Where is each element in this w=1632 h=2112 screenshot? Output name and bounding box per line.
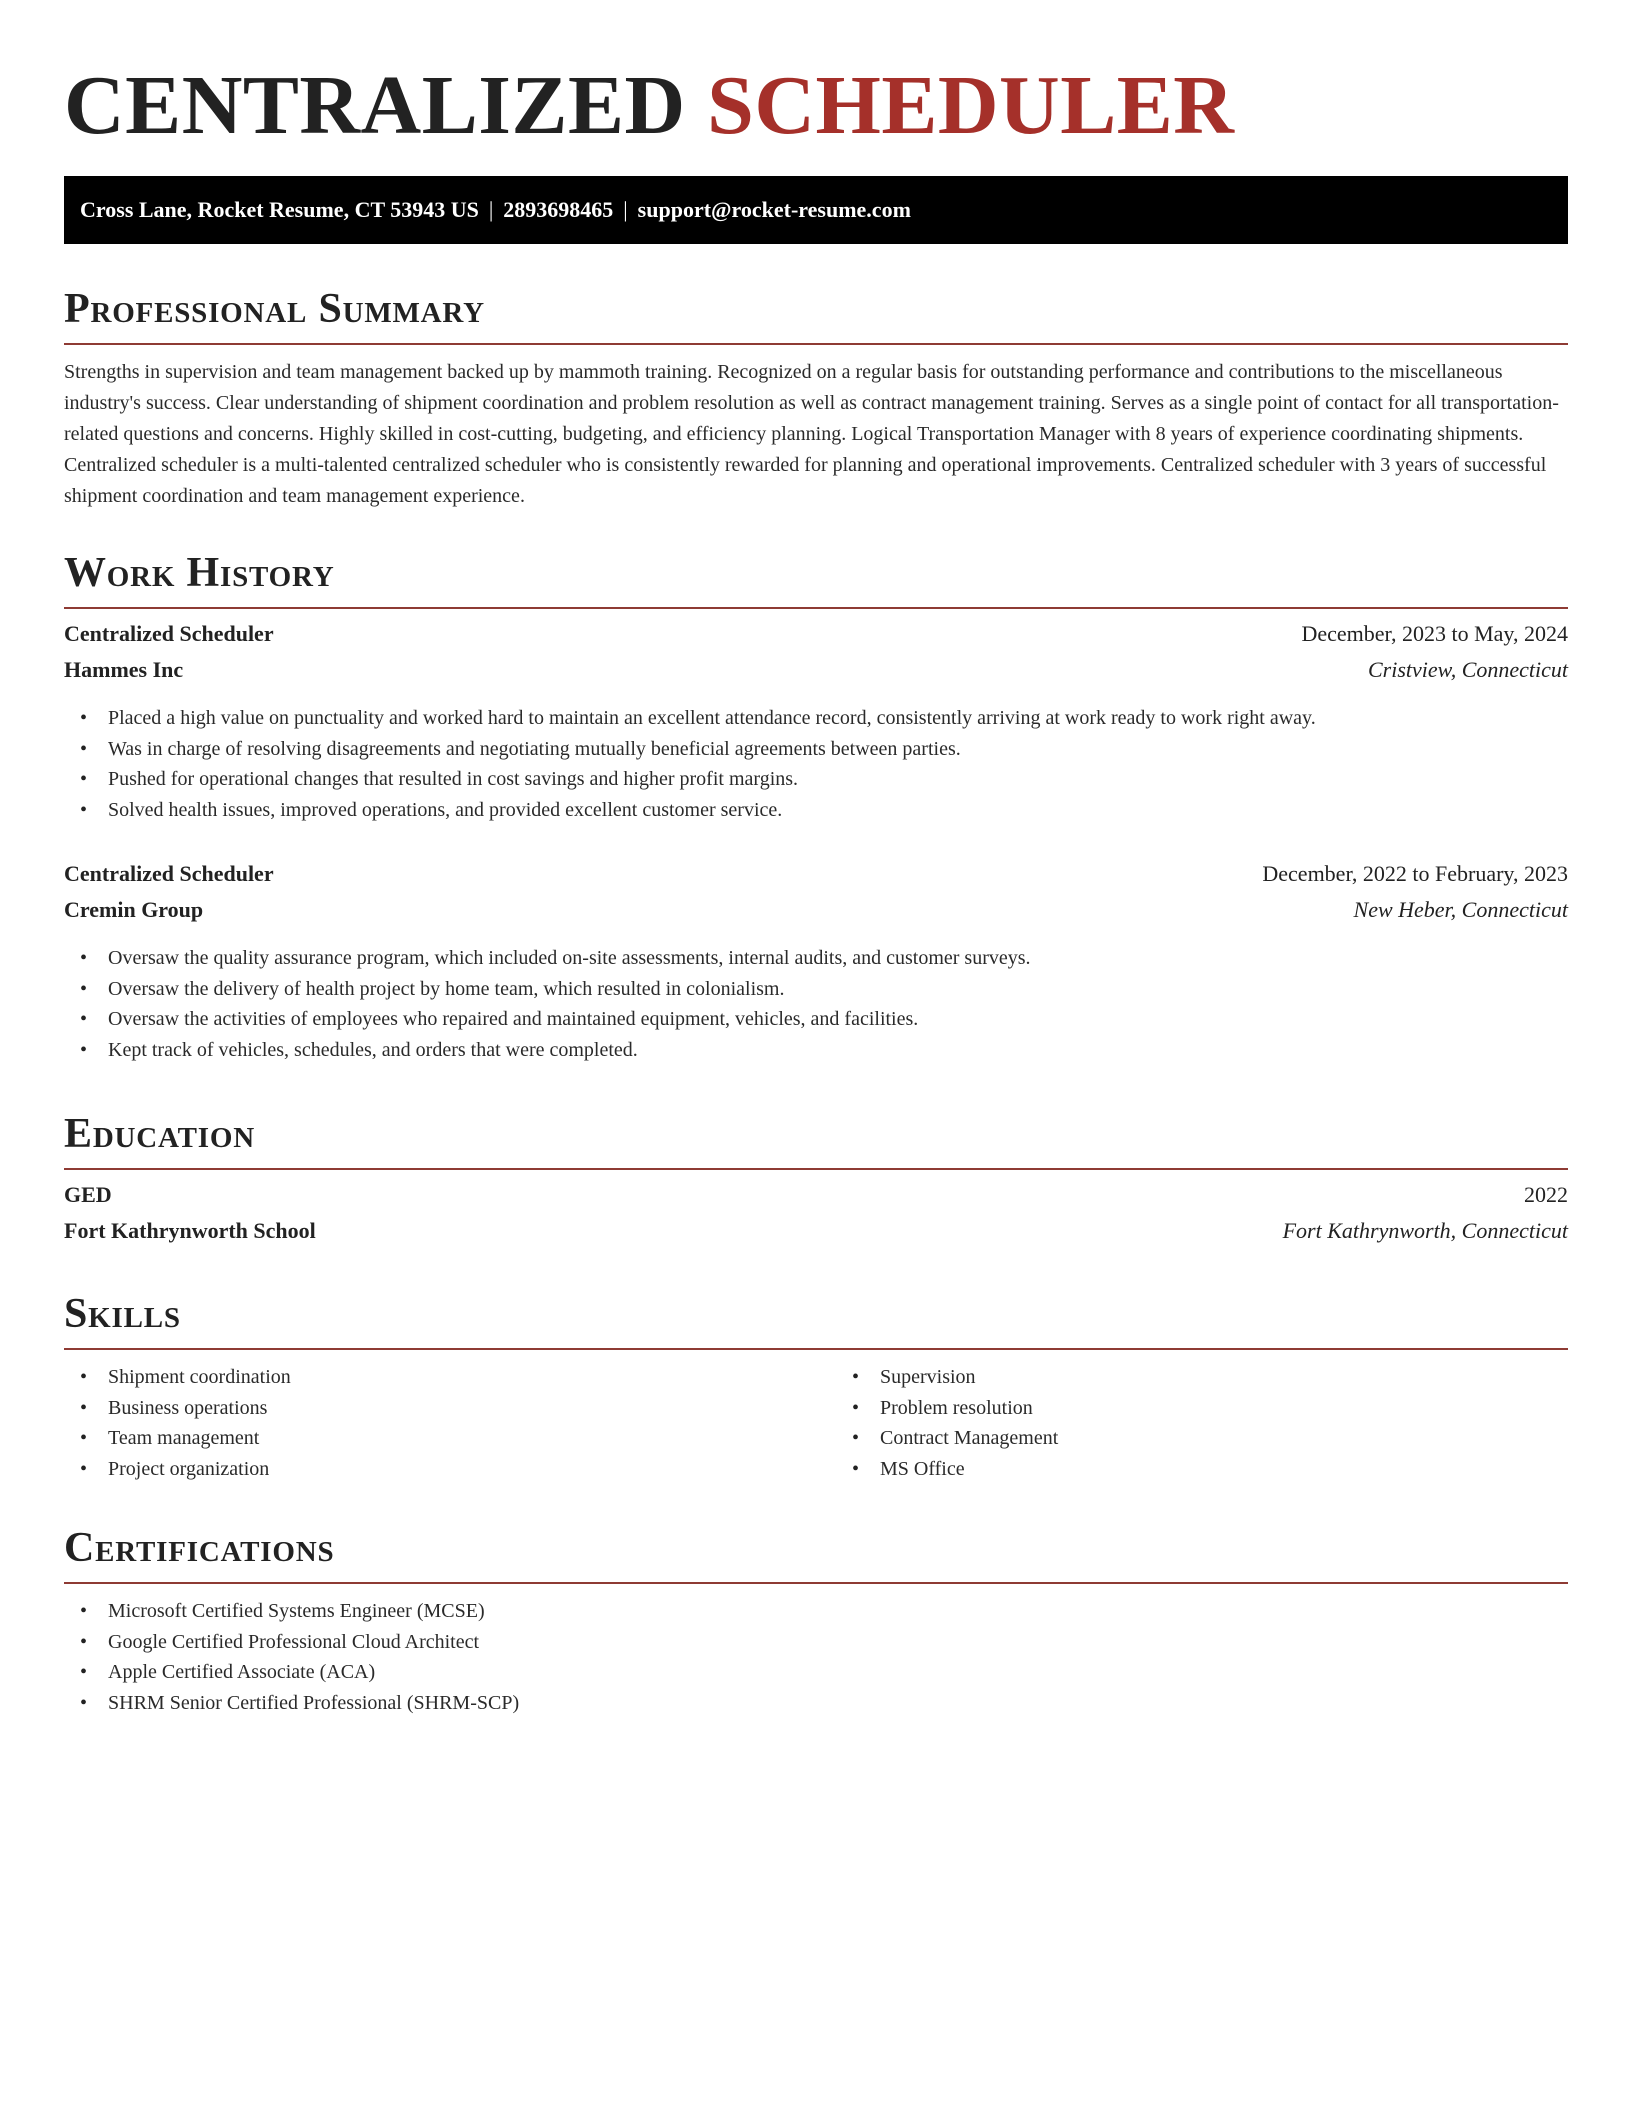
- list-item: • SHRM Senior Certified Professional (SHRM-SCP): [108, 1688, 1568, 1719]
- name-first: CENTRALIZED: [64, 59, 686, 152]
- education-degree: GED: [64, 1182, 112, 1207]
- job-company: Hammes Inc: [64, 657, 184, 682]
- section-divider: [64, 1168, 1568, 1170]
- section-divider: [64, 343, 1568, 345]
- list-item: • Oversaw the delivery of health project by home team, which resulted in colonialism.: [108, 974, 1568, 1005]
- section-divider: [64, 1582, 1568, 1584]
- list-item: • Shipment coordination: [108, 1362, 796, 1393]
- contact-email[interactable]: support@rocket-resume.com: [637, 197, 911, 222]
- education-year: 2022: [1524, 1182, 1568, 1207]
- section-divider: [64, 607, 1568, 609]
- skills-list-right: [796, 1362, 1568, 1484]
- job-duties-list: [64, 703, 1568, 825]
- list-item: • Oversaw the quality assurance program, which included on-site assessments, internal audits, and customer surveys.: [108, 943, 1568, 974]
- job-location: New Heber, Connecticut: [1353, 897, 1568, 922]
- contact-separator: |: [488, 197, 494, 222]
- skills-section: [64, 1288, 1568, 1484]
- list-item: • Was in charge of resolving disagreements and negotiating mutually beneficial agreements between parties.: [108, 734, 1568, 765]
- list-item: • Supervision: [880, 1362, 1568, 1393]
- skills-list-left: [64, 1362, 796, 1484]
- candidate-name: [64, 0, 1568, 160]
- skills-grid: [64, 1362, 1568, 1484]
- job-entry: [64, 861, 1568, 1065]
- list-item: • Team management: [108, 1423, 796, 1454]
- contact-bar: [64, 176, 1568, 244]
- section-title-work: Work History: [64, 550, 335, 596]
- job-dates: December, 2022 to February, 2023: [1262, 861, 1568, 886]
- education-header-row: [64, 1182, 1568, 1218]
- education-school: Fort Kathrynworth School: [64, 1218, 316, 1243]
- list-item: • Pushed for operational changes that resulted in cost savings and higher profit margins.: [108, 764, 1568, 795]
- job-location: Cristview, Connecticut: [1367, 657, 1568, 682]
- section-title-summary: Professional Summary: [64, 286, 485, 332]
- job-position: Centralized Scheduler: [64, 861, 274, 886]
- list-item: • MS Office: [880, 1454, 1568, 1485]
- name-last: SCHEDULER: [707, 59, 1235, 152]
- resume-page: [64, 0, 1568, 1714]
- contact-address: Cross Lane, Rocket Resume, CT 53943 US: [80, 197, 479, 222]
- work-history-section: [64, 547, 1568, 1065]
- job-company-row: [64, 897, 1568, 933]
- education-section: [64, 1108, 1568, 1254]
- certifications-section: [64, 1522, 1568, 1718]
- job-entry: [64, 621, 1568, 825]
- certifications-list: [64, 1596, 1568, 1718]
- job-header-row: [64, 621, 1568, 657]
- education-location: Fort Kathrynworth, Connecticut: [1282, 1218, 1568, 1243]
- list-item: • Business operations: [108, 1393, 796, 1424]
- contact-separator: |: [623, 197, 628, 222]
- section-title-certifications: Certifications: [64, 1525, 335, 1571]
- job-position: Centralized Scheduler: [64, 621, 274, 646]
- list-item: • Google Certified Professional Cloud Architect: [108, 1627, 1568, 1658]
- summary-text: Strengths in supervision and team management backed up by mammoth training. Recognized on a regular basis for outstanding performance and contributions to the miscellaneous industry's success. Clear understanding of shipment coordination and problem resolution as well as contract management training. Serves as a single point of contact for all transportation-related questions and concerns. Highly skilled in cost-cutting, budgeting, and efficiency planning. Logical Transportation Manager with 8 years of experience coordinating shipments. Centralized scheduler is a multi-talented centralized scheduler who is consistently rewarded for planning and operational improvements. Centralized scheduler with 3 years of successful shipment coordination and team management experience.: [64, 361, 1559, 507]
- list-item: • Placed a high value on punctuality and worked hard to maintain an excellent attendance record, consistently arriving at work ready to work right away.: [108, 703, 1568, 734]
- job-duties-list: [64, 943, 1568, 1065]
- list-item: • Solved health issues, improved operations, and provided excellent customer service.: [108, 795, 1568, 826]
- job-company-row: [64, 657, 1568, 693]
- section-title-skills: Skills: [64, 1291, 181, 1337]
- list-item: • Problem resolution: [880, 1393, 1568, 1424]
- job-company: Cremin Group: [64, 897, 204, 922]
- list-item: • Kept track of vehicles, schedules, and orders that were completed.: [108, 1035, 1568, 1066]
- list-item: • Microsoft Certified Systems Engineer (MCSE): [108, 1596, 1568, 1627]
- list-item: • Project organization: [108, 1454, 796, 1485]
- contact-phone[interactable]: 2893698465: [503, 197, 614, 222]
- job-header-row: [64, 861, 1568, 897]
- section-divider: [64, 1348, 1568, 1350]
- job-dates: December, 2023 to May, 2024: [1301, 621, 1568, 646]
- summary-section: [64, 283, 1568, 512]
- list-item: • Oversaw the activities of employees who repaired and maintained equipment, vehicles, and facilities.: [108, 1004, 1568, 1035]
- list-item: • Contract Management: [880, 1423, 1568, 1454]
- education-school-row: [64, 1218, 1568, 1254]
- section-title-education: Education: [64, 1111, 255, 1157]
- list-item: • Apple Certified Associate (ACA): [108, 1657, 1568, 1688]
